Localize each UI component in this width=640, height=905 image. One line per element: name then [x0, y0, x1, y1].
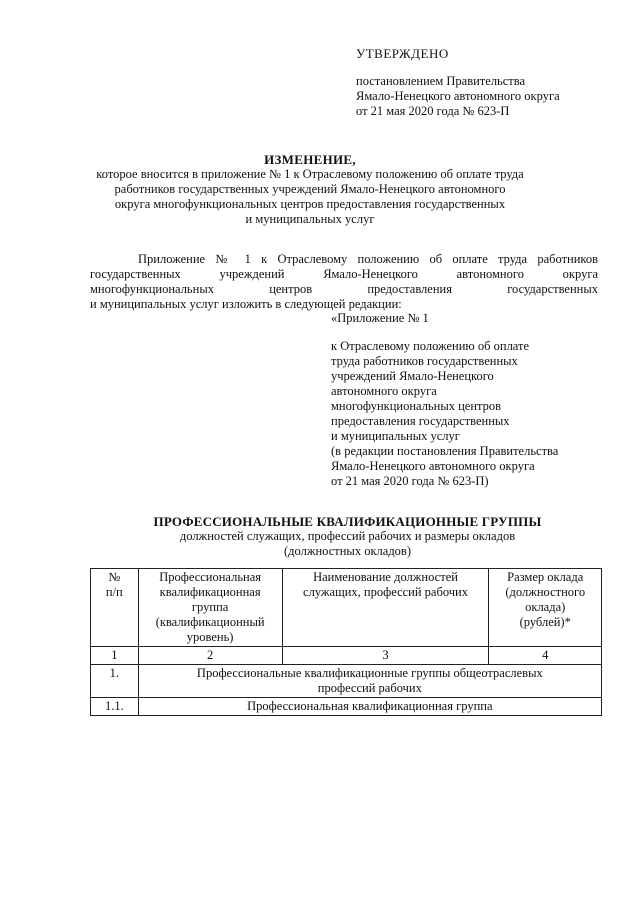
appendix-line: учреждений Ямало-Ненецкого: [331, 369, 494, 383]
appendix-line: от 21 мая 2020 года № 623-П): [331, 474, 489, 488]
row-text: Профессиональные квалификационные группы общеотраслевых профессий рабочих: [138, 665, 601, 698]
approval-heading: УТВЕРЖДЕНО: [356, 46, 449, 61]
row-number: 1.: [91, 665, 139, 698]
qualification-table: [90, 568, 602, 716]
table-header-row: [91, 569, 602, 647]
numbering-cell: 1: [91, 647, 139, 665]
paragraph-line: государственных учреждений Ямало-Ненецкого автономного округа: [90, 267, 598, 281]
approval-line: от 21 мая 2020 года № 623-П: [356, 104, 510, 118]
approval-line: постановлением Правительства: [356, 74, 526, 88]
appendix-line: к Отраслевому положению об оплате: [331, 339, 530, 353]
appendix-line: автономного округа: [331, 384, 437, 398]
table-numbering-row: [91, 647, 602, 665]
change-subtitle-line: работников государственных учреждений Ямало-Ненецкого автономного: [114, 182, 506, 196]
header-cell-positions: Наименование должностей служащих, профессий рабочих: [282, 569, 489, 647]
row-number: 1.1.: [91, 698, 139, 716]
appendix-line: и муниципальных услуг: [331, 429, 460, 443]
row-text: Профессиональная квалификационная группа: [138, 698, 601, 716]
appendix-block: [331, 311, 558, 489]
change-subtitle-line: и муниципальных услуг: [245, 212, 375, 226]
appendix-line: Ямало-Ненецкого автономного округа: [331, 459, 535, 473]
groups-subtitle-line: (должностных окладов): [284, 544, 411, 558]
paragraph-line: многофункциональных центров предоставления государственных: [90, 282, 598, 296]
appendix-heading: «Приложение № 1: [331, 311, 429, 325]
appendix-line: многофункциональных центров: [331, 399, 502, 413]
table-row: [91, 698, 602, 716]
header-cell-salary: Размер оклада (должностного оклада) (рублей)*: [489, 569, 602, 647]
header-cell-group: Профессиональная квалификационная группа (квалификационный уровень): [138, 569, 282, 647]
table-row: [91, 665, 602, 698]
paragraph-line: Приложение № 1 к Отраслевому положению об оплате труда работников: [138, 252, 598, 266]
groups-title-block: [70, 514, 625, 559]
change-title-block: [60, 152, 560, 227]
paragraph-line: и муниципальных услуг изложить в следующей редакции:: [90, 297, 402, 311]
groups-heading: ПРОФЕССИОНАЛЬНЫЕ КВАЛИФИКАЦИОННЫЕ ГРУППЫ: [153, 514, 542, 529]
appendix-line: (в редакции постановления Правительства: [331, 444, 559, 458]
approval-line: Ямало-Ненецкого автономного округа: [356, 89, 560, 103]
numbering-cell: 4: [489, 647, 602, 665]
change-heading: ИЗМЕНЕНИЕ,: [264, 152, 356, 167]
numbering-cell: 3: [282, 647, 489, 665]
header-cell-number: № п/п: [91, 569, 139, 647]
appendix-line: предоставления государственных: [331, 414, 510, 428]
change-subtitle-line: которое вносится в приложение № 1 к Отраслевому положению об оплате труда: [96, 167, 524, 181]
change-subtitle-line: округа многофункциональных центров предоставления государственных: [114, 197, 506, 211]
body-paragraph: [90, 252, 598, 312]
appendix-line: труда работников государственных: [331, 354, 518, 368]
approval-block: [356, 46, 560, 119]
groups-subtitle-line: должностей служащих, профессий рабочих и размеры окладов: [179, 529, 516, 543]
numbering-cell: 2: [138, 647, 282, 665]
